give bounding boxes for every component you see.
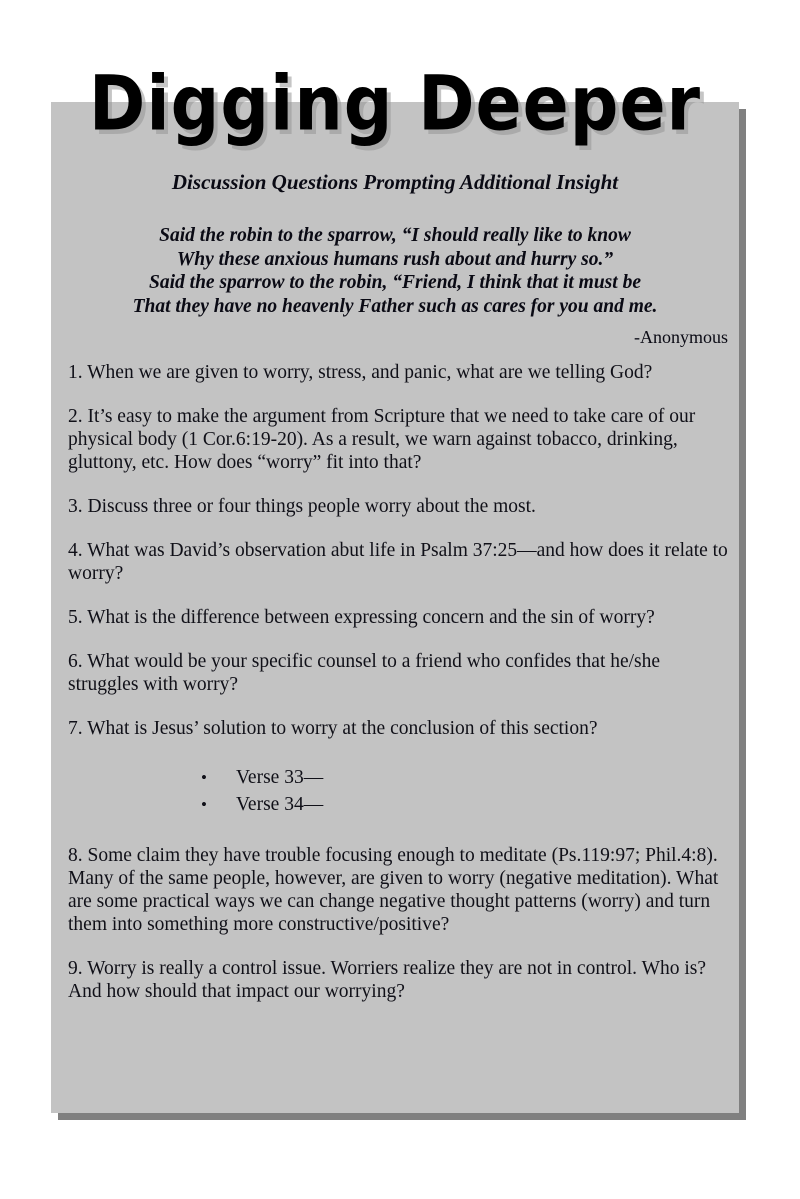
list-item: • Verse 34— [68,791,728,818]
question-item-9: 9. Worry is really a control issue. Worriers realize they are not in control. Who is? And how should that impact our worrying? [68,958,707,1002]
question-item-3: 3. Discuss three or four things people worry about the most. [68,496,536,517]
page-subtitle: Discussion Questions Prompting Additional Insight [171,170,619,194]
question-item-2: 2. It’s easy to make the argument from Scripture that we need to take care of our physical body (1 Cor.6:19-20). As a result, we warn against tobacco, drinking, gluttony, etc. How does “worry” fit into that? [68,406,696,473]
question-item-6: 6. What would be your specific counsel to a friend who confides that he/she struggles with worry? [68,651,661,695]
question-item-1: 1. When we are given to worry, stress, and panic, what are we telling God? [68,362,653,383]
question-item-7: 7. What is Jesus’ solution to worry at the conclusion of this section? [68,718,598,739]
poem-block [51,224,739,318]
poem-attribution: -Anonymous [634,327,728,347]
question-item-8: 8. Some claim they have trouble focusing enough to meditate (Ps.119:97; Phil.4:8). Many of the same people, however, are given to worry (negative meditation). What are some practical ways we can change negative thought patterns (worry) and turn them into something more constructive/positive? [68,845,719,935]
poem-line: Said the robin to the sparrow, “I should really like to know [159,225,631,246]
question-item-4: 4. What was David’s observation abut life in Psalm 37:25—and how does it relate to worry? [68,540,728,584]
page-title: Digging Deeper [88,60,702,149]
question-item-5: 5. What is the difference between expressing concern and the sin of worry? [68,607,655,628]
poem-line: Why these anxious humans rush about and hurry so.” [176,248,614,270]
worksheet-panel [51,60,739,1113]
poem-line: That they have no heavenly Father such as cares for you and me. [132,295,658,317]
list-item: • Verse 33— [68,764,728,791]
poem-line: Said the sparrow to the robin, “Friend, I think that it must be [149,272,641,293]
question-list [68,361,728,1024]
verse-bullet-list [68,764,728,818]
